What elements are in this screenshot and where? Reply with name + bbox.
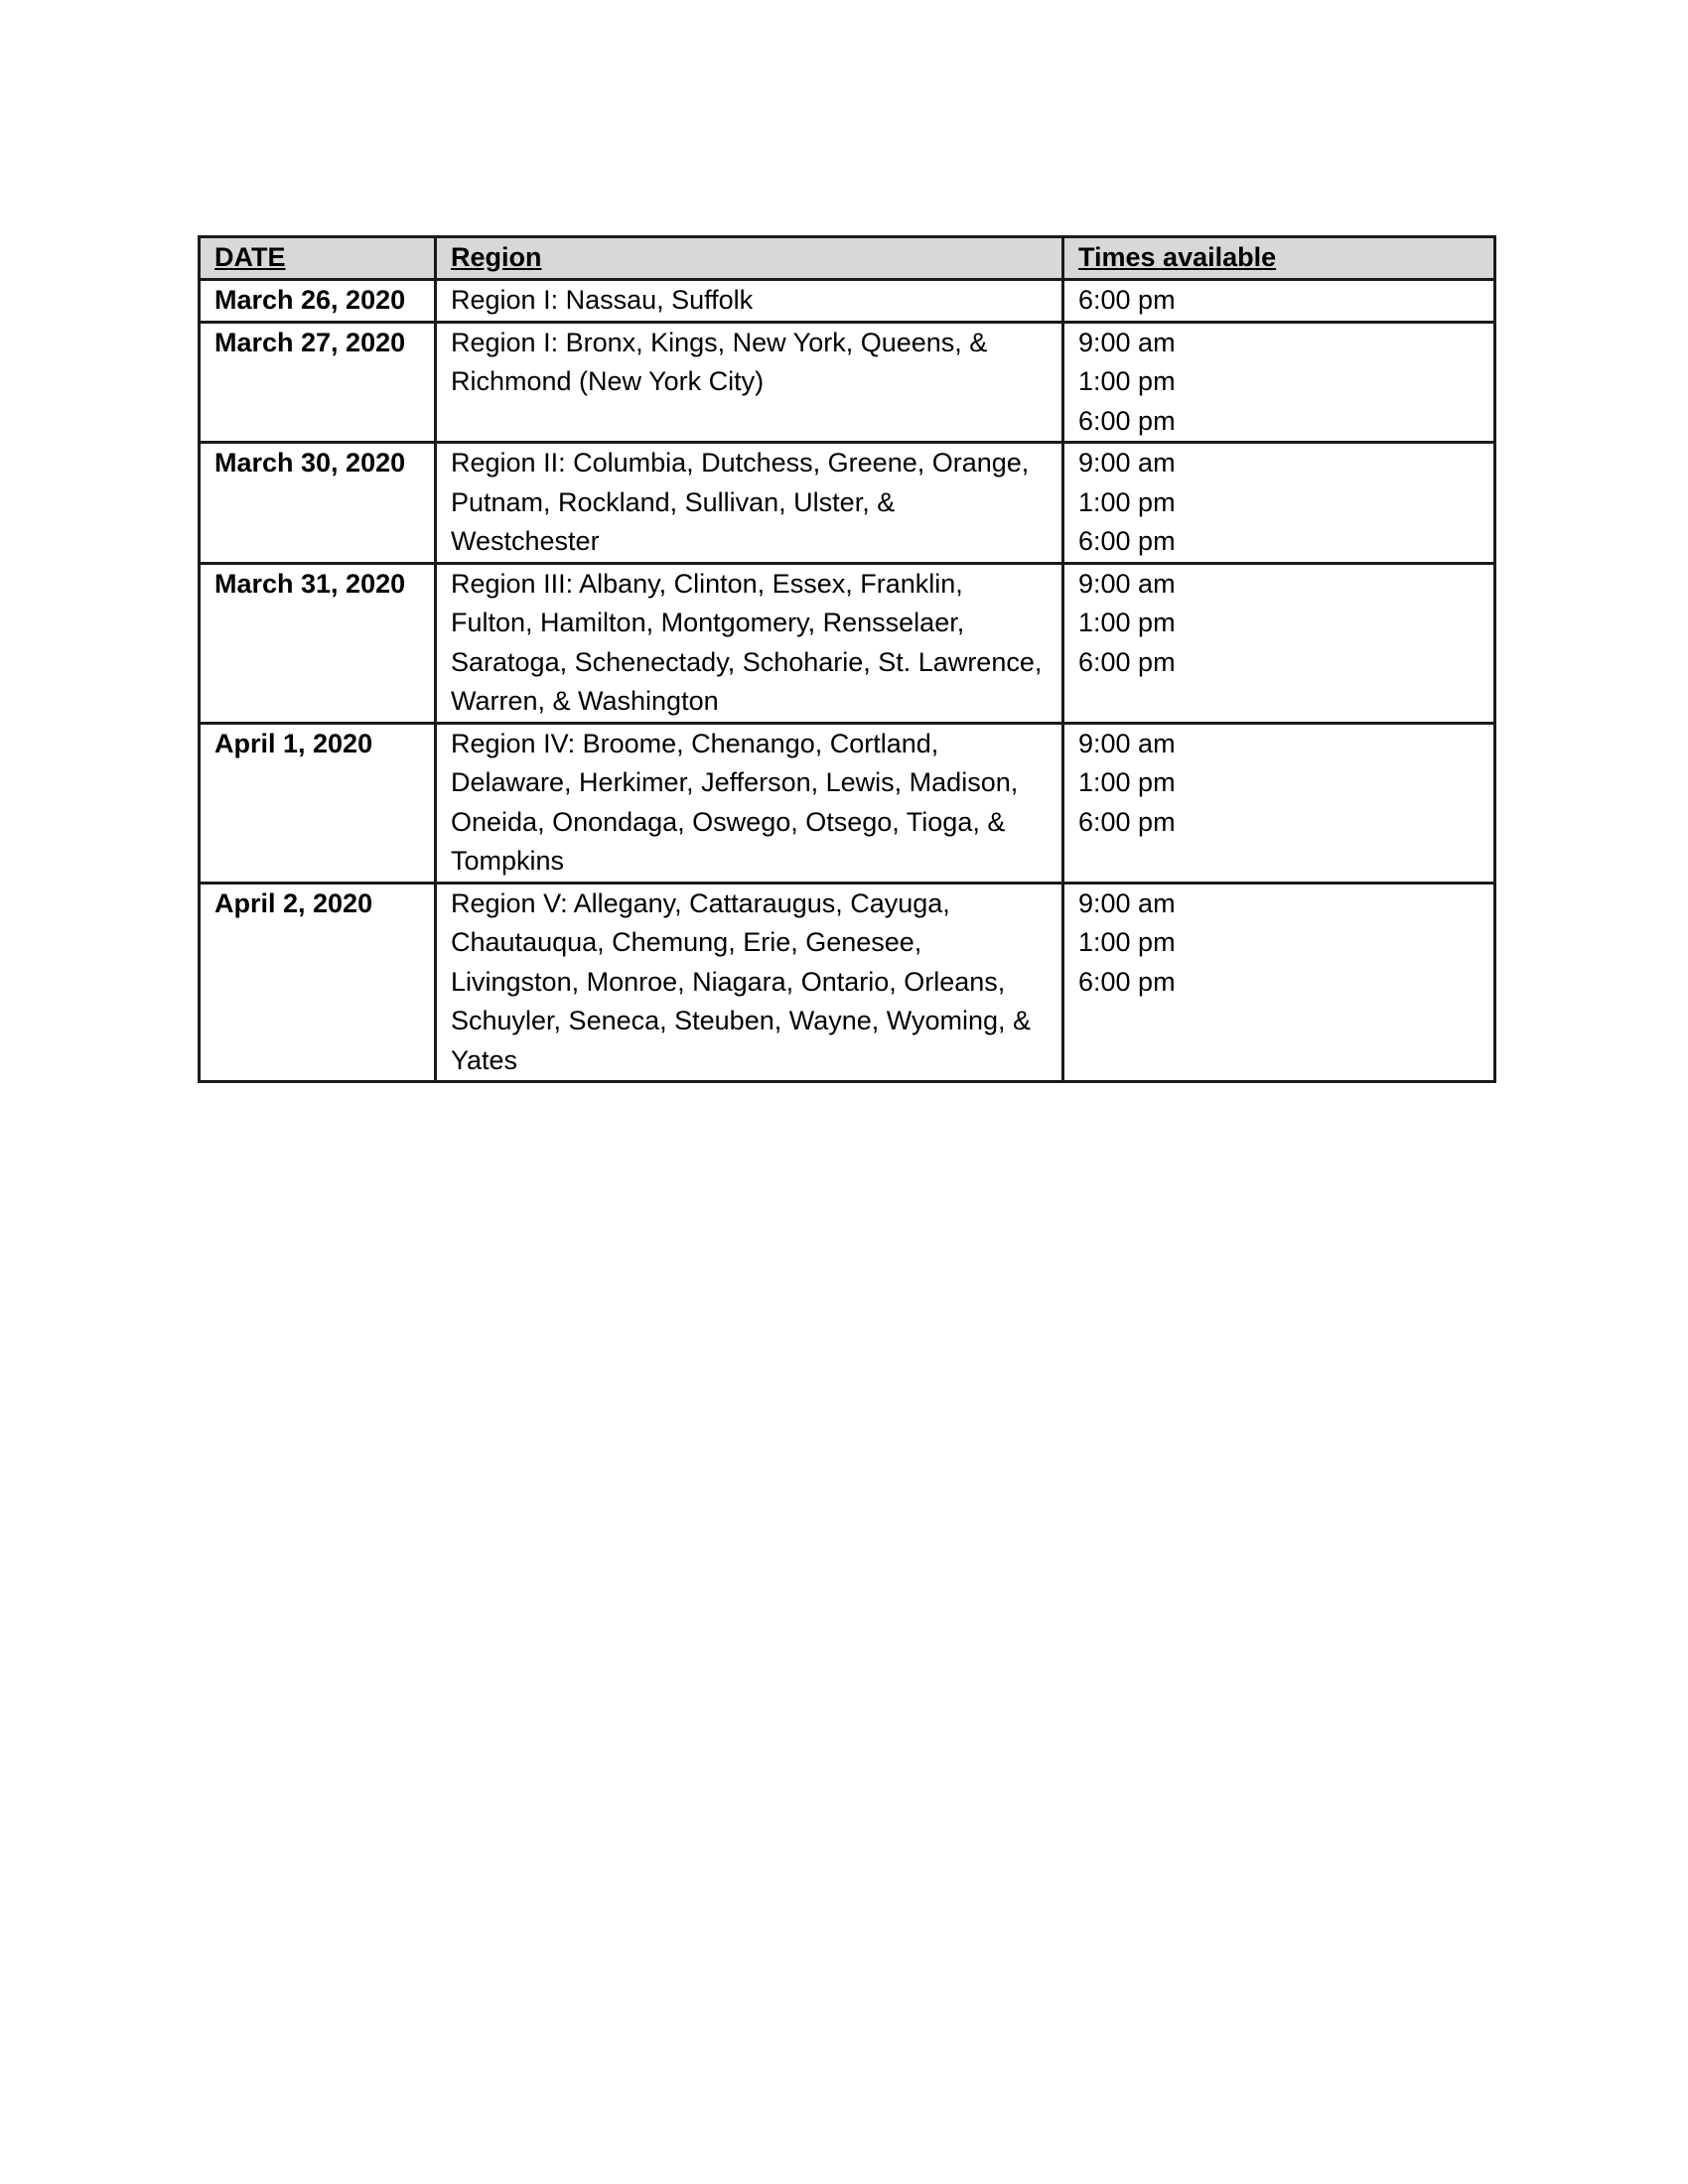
times-cell — [1063, 563, 1495, 723]
time-slot: 6:00 pm — [1078, 806, 1176, 837]
table-row — [200, 443, 1495, 564]
header-times-available: Times available — [1063, 237, 1495, 280]
table-row — [200, 723, 1495, 883]
region-cell: Region V: Allegany, Cattaraugus, Cayuga, Chautauqua, Chemung, Erie, Genesee, Livingston, Monroe, Niagara, Ontario, Orleans, Schuyler, Seneca, Steuben, Wayne, Wyoming, & Yates — [436, 883, 1063, 1082]
times-cell — [1063, 443, 1495, 564]
region-cell: Region I: Nassau, Suffolk — [436, 279, 1063, 322]
date-cell: March 31, 2020 — [200, 563, 436, 723]
date-cell: April 1, 2020 — [200, 723, 436, 883]
date-cell: March 26, 2020 — [200, 279, 436, 322]
times-cell — [1063, 883, 1495, 1082]
time-slot: 6:00 pm — [1078, 526, 1176, 556]
region-cell: Region IV: Broome, Chenango, Cortland, Delaware, Herkimer, Jefferson, Lewis, Madison, Oneida, Onondaga, Oswego, Otsego, Tioga, & Tompkins — [436, 723, 1063, 883]
times-cell — [1063, 322, 1495, 443]
times-cell — [1063, 723, 1495, 883]
date-cell: March 27, 2020 — [200, 322, 436, 443]
time-slot: 6:00 pm — [1078, 405, 1176, 436]
region-cell: Region I: Bronx, Kings, New York, Queens, & Richmond (New York City) — [436, 322, 1063, 443]
table-row — [200, 563, 1495, 723]
time-slot: 1:00 pm — [1078, 767, 1176, 797]
region-cell: Region III: Albany, Clinton, Essex, Franklin, Fulton, Hamilton, Montgomery, Rensselaer, Saratoga, Schenectady, Schoharie, St. Lawrence, Warren, & Washington — [436, 563, 1063, 723]
time-slot: 9:00 am — [1078, 568, 1176, 599]
time-slot: 1:00 pm — [1078, 608, 1176, 637]
table-row — [200, 883, 1495, 1082]
header-region: Region — [436, 237, 1063, 280]
date-cell: April 2, 2020 — [200, 883, 436, 1082]
table-row — [200, 322, 1495, 443]
time-slot: 1:00 pm — [1078, 927, 1176, 957]
time-slot: 6:00 pm — [1078, 966, 1176, 997]
header-date: DATE — [200, 237, 436, 280]
time-slot: 6:00 pm — [1078, 646, 1176, 677]
time-slot: 9:00 am — [1078, 728, 1176, 758]
table-row — [200, 279, 1495, 322]
time-slot: 9:00 am — [1078, 327, 1176, 357]
date-cell: March 30, 2020 — [200, 443, 436, 564]
time-slot: 1:00 pm — [1078, 486, 1176, 517]
time-slot: 9:00 am — [1078, 448, 1176, 478]
time-slot: 6:00 pm — [1078, 284, 1176, 315]
region-cell: Region II: Columbia, Dutchess, Greene, Orange, Putnam, Rockland, Sullivan, Ulster, & Westchester — [436, 443, 1063, 564]
table-header-row — [200, 237, 1495, 280]
time-slot: 1:00 pm — [1078, 366, 1176, 396]
time-slot: 9:00 am — [1078, 887, 1176, 918]
times-cell — [1063, 279, 1495, 322]
schedule-table — [198, 235, 1496, 1083]
